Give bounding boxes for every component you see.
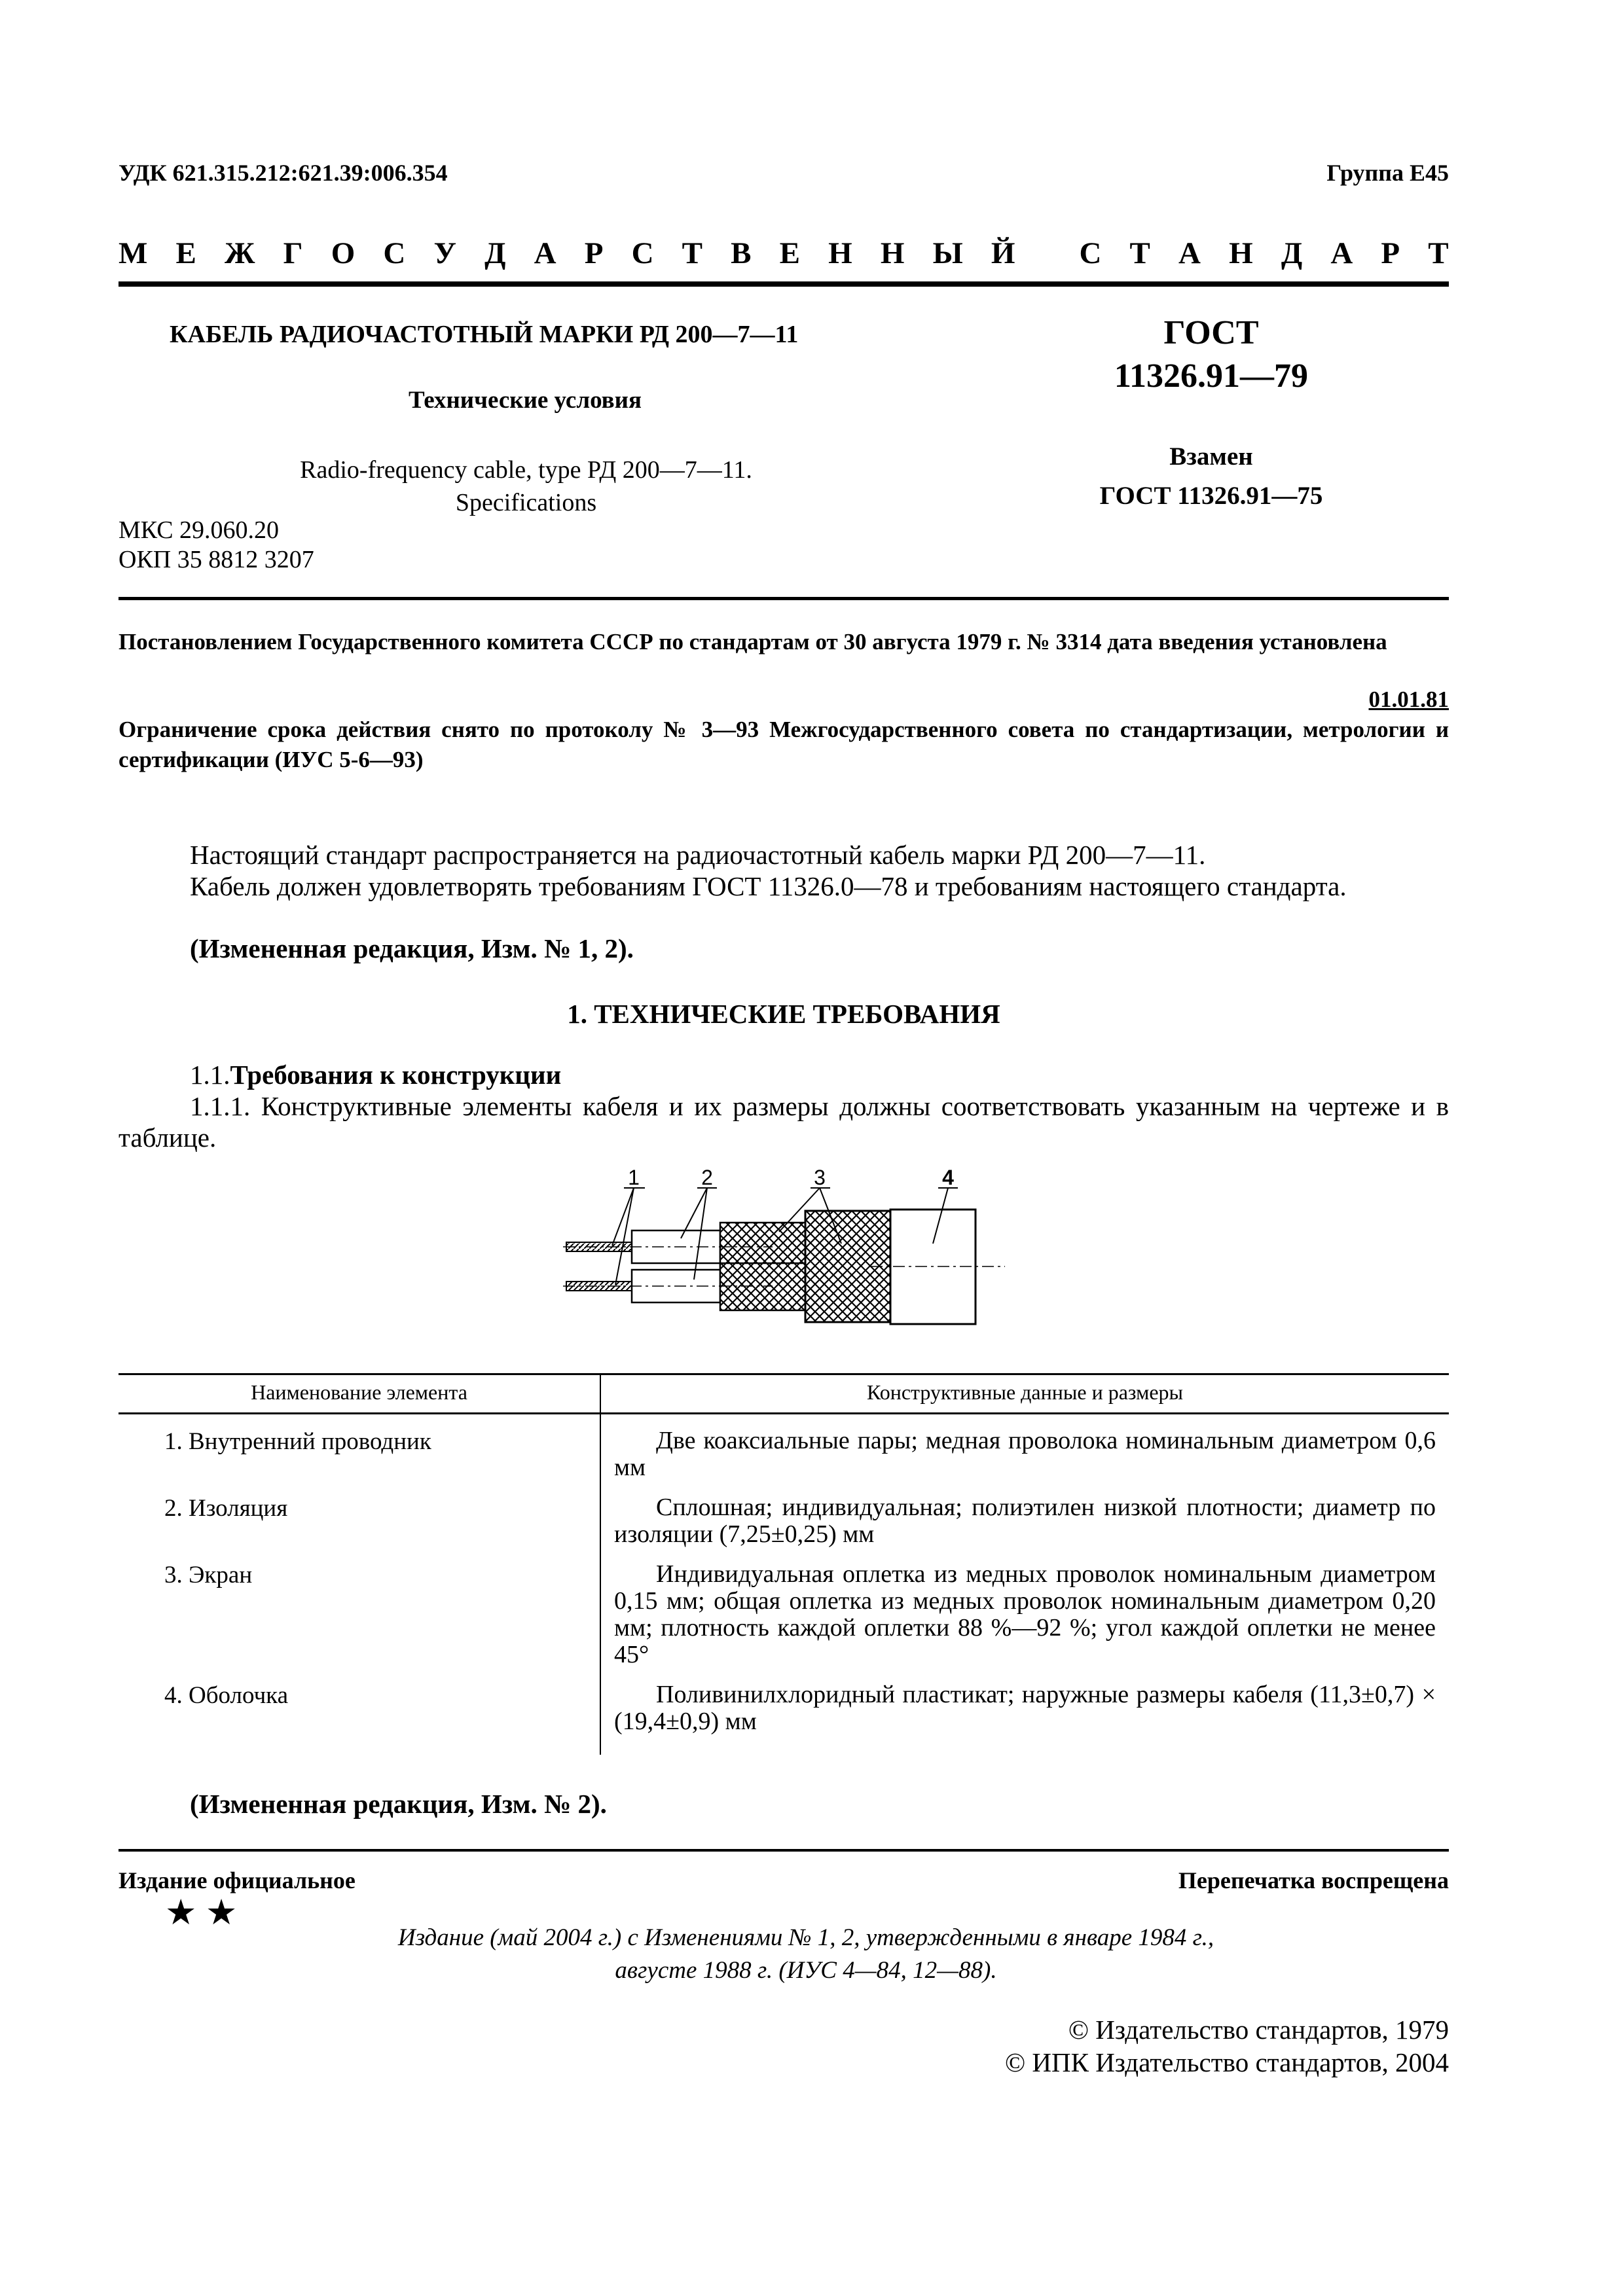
table-header-row [119,1374,1449,1414]
gost-label: ГОСТ [1163,314,1259,351]
table-row [119,1481,1449,1548]
reprint-prohibited: Перепечатка воспрещена [1178,1867,1449,1893]
group-code: Группа Е45 [1326,160,1449,186]
drawing-label-3: 3 [814,1166,826,1189]
heading-letter: Н [880,236,905,270]
heading-letter: М [119,236,148,270]
amendment-note-1: (Измененная редакция, Изм. № 1, 2). [190,933,634,963]
heading-letter: С [383,236,406,270]
heading-letter: Р [584,236,604,270]
document-title: КАБЕЛЬ РАДИОЧАСТОТНЫЙ МАРКИ РД 200—7—11 [170,321,799,348]
heading-letter: Ж [225,236,255,270]
classification-codes [119,516,314,575]
heading-letter: У [433,236,456,270]
heading-letter: Е [175,236,196,270]
element-name: 4. Оболочка [119,1668,600,1755]
copyright-1979: © Издательство стандартов, 1979 [1068,2015,1449,2045]
table-row [119,1548,1449,1668]
gost-number: 11326.91—79 [1114,357,1309,395]
header-rule [119,281,1449,287]
heading-letter: Д [484,236,506,270]
heading-letter: Ы [932,236,963,270]
gost-designation [1034,312,1388,398]
intro-paragraph-1: Настоящий стандарт распространяется на радиочастотный кабель марки РД 200—7—11. [190,840,1206,870]
heading-letter: Н [828,236,852,270]
heading-letter: А [534,236,556,270]
heading-letter: Т [1428,236,1449,270]
mks-code: МКС 29.060.20 [119,516,280,544]
subsection-title: Требования к конструкции [230,1060,562,1090]
table-row [119,1414,1449,1482]
udk-code: УДК 621.315.212:621.39:006.354 [119,160,448,186]
footer-rule [119,1849,1449,1852]
stars-mark: ★ ★ [165,1893,238,1932]
heading-letter: Г [283,236,303,270]
okp-code: ОКП 35 8812 3207 [119,546,314,573]
element-name: 2. Изоляция [119,1481,600,1548]
copyright-block [1005,2013,1449,2079]
section-heading: 1. ТЕХНИЧЕСКИЕ ТРЕБОВАНИЯ [567,999,1000,1029]
element-data: Индивидуальная оплетка из медных проволок номинальным диаметром 0,15 мм; общая оплетка из медных проволок номинальным диаметром 0,20 мм; плотность каждой оплетки 88 %—92 %; угол каждой оплетки не менее 45° [614,1560,1436,1668]
heading-letter: Н [1229,236,1253,270]
standard-type-heading [119,236,1449,271]
heading-letter: С [1079,236,1102,270]
heading-letter: Т [682,236,703,270]
edition-note-line1: Издание (май 2004 г.) с Изменениями № 1, 2, утвержденными в январе 1984 г., [397,1924,1214,1951]
drawing-label-4: 4 [942,1166,954,1189]
heading-letter: Й [991,236,1015,270]
table-row [119,1668,1449,1755]
drawing-label-1: 1 [628,1166,640,1189]
heading-letter: Е [779,236,801,270]
cable-drawing [563,1165,1008,1342]
col2-header: Конструктивные данные и размеры [600,1374,1449,1414]
replaces-label: Взамен [1169,442,1253,471]
heading-letter: В [731,236,752,270]
paragraph-1-1-1: 1.1.1. Конструктивные элементы кабеля и их размеры должны соответствовать указанным на чертеже и в таблице. [119,1091,1449,1153]
col1-header: Наименование элемента [119,1374,600,1414]
limitation-text: Ограничение срока действия снято по протоколу № 3—93 Межгосударственного совета по стандартизации, метрологии и сертификации (ИУС 5-6—93) [119,717,1449,772]
drawing-label-2: 2 [701,1166,713,1189]
edition-note-line2: августе 1988 г. (ИУС 4—84, 12—88). [615,1957,997,1984]
subsection-number: 1.1. [190,1060,230,1090]
heading-letter: С [631,236,654,270]
english-title-line2: Specifications [455,489,597,516]
element-name: 3. Экран [119,1548,600,1668]
heading-letter: Т [1129,236,1150,270]
decree-text: Постановлением Государственного комитета СССР по стандартам от 30 августа 1979 г. № 3314 дата введения установлена [119,629,1387,655]
introduction-date: 01.01.81 [1368,687,1449,712]
element-data: Поливинилхлоридный пластикат; наружные размеры кабеля (11,3±0,7) × (19,4±0,9) мм [614,1681,1436,1735]
amendment-note-2: (Измененная редакция, Изм. № 2). [190,1789,607,1819]
copyright-2004: © ИПК Издательство стандартов, 2004 [1004,2047,1449,2077]
heading-letter [1044,236,1051,271]
english-title [249,454,803,519]
subsection-heading [190,1059,561,1090]
heading-letter: О [331,236,356,270]
element-name: 1. Внутренний проводник [119,1414,600,1482]
replaces-block [1034,437,1388,516]
construction-table [119,1373,1449,1755]
intro-paragraph-2: Кабель должен удовлетворять требованиям ГОСТ 11326.0—78 и требованиям настоящего стандарта. [190,871,1347,901]
individual-braid-lower [720,1263,805,1310]
document-subtitle: Технические условия [409,387,642,414]
heading-letter: Р [1381,236,1400,270]
element-data: Две коаксиальные пары; медная проволока номинальным диаметром 0,6 мм [614,1427,1436,1481]
official-edition: Издание официальное [119,1867,356,1893]
element-data: Сплошная; индивидуальная; полиэтилен низкой плотности; диаметр по изоляции (7,25±0,25) мм [614,1494,1436,1548]
heading-letter: А [1178,236,1201,270]
conductor-lower [566,1282,632,1291]
heading-letter: Д [1281,236,1303,270]
leader-1a [612,1188,634,1246]
english-title-line1: Radio-frequency cable, type РД 200—7—11. [300,456,752,484]
heading-letter: А [1330,236,1353,270]
replaces-gost: ГОСТ 11326.91—75 [1099,482,1323,510]
title-rule [119,597,1449,600]
edition-note [249,1922,1362,1987]
